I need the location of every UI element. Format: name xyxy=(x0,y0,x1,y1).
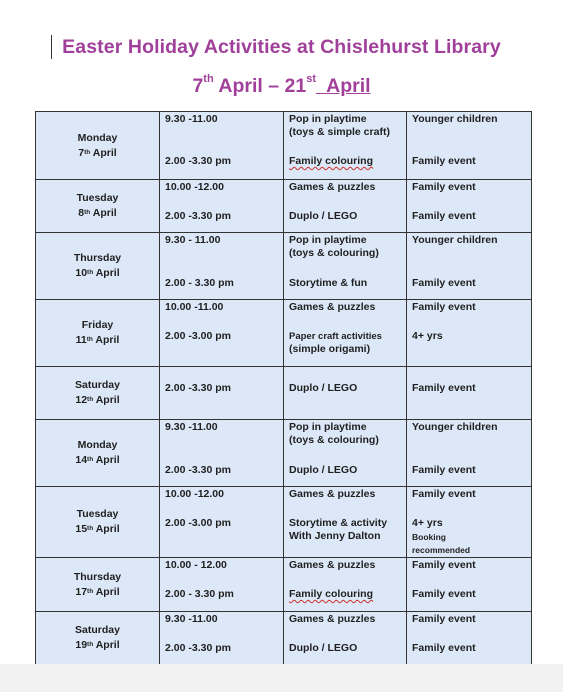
end-suffix: st xyxy=(306,73,316,85)
audience-cell xyxy=(407,180,532,233)
time-slot: 10.00 -12.00 xyxy=(165,488,224,500)
range-dash: – xyxy=(268,75,280,97)
audience-cell xyxy=(407,420,532,487)
day-name: Friday xyxy=(81,319,114,331)
time-cell xyxy=(160,487,284,558)
audience-text: Younger children xyxy=(412,234,498,246)
day-number: 10 xyxy=(75,267,88,279)
activity-text: Paper craft activities xyxy=(289,331,382,342)
activity-text: Pop in playtime xyxy=(289,234,367,246)
time-slot: 10.00 -12.00 xyxy=(165,181,224,193)
table-row xyxy=(36,487,532,558)
activity-text: Family colouring xyxy=(289,155,374,167)
table-row xyxy=(36,367,532,420)
activity-text: Duplo / LEGO xyxy=(289,382,358,394)
day-name: Monday xyxy=(77,439,118,451)
activity-cell xyxy=(284,180,407,233)
time-cell xyxy=(160,558,284,612)
audience-text: Family event xyxy=(412,588,476,600)
time-slot: 2.00 -3.30 pm xyxy=(165,210,231,222)
day-month: April xyxy=(95,334,120,346)
day-cell xyxy=(36,487,160,558)
audience-text: Younger children xyxy=(412,113,498,125)
day-number: 15 xyxy=(75,523,88,535)
audience-cell xyxy=(407,300,532,367)
day-number: 17 xyxy=(75,585,88,598)
audience-text: Family event xyxy=(412,181,476,193)
time-slot: 9.30 -11.00 xyxy=(165,613,218,625)
activity-text: Duplo / LEGO xyxy=(289,210,358,222)
day-month: April xyxy=(95,585,120,598)
time-cell xyxy=(160,180,284,233)
page-title: Easter Holiday Activities at Chislehurst Library xyxy=(62,36,501,58)
activity-cell xyxy=(284,233,407,300)
time-slot: 2.00 - 3.30 pm xyxy=(165,277,234,289)
activity-cell xyxy=(284,420,407,487)
date-range xyxy=(0,75,563,98)
activity-text: Games & puzzles xyxy=(289,301,376,313)
activity-cell xyxy=(284,300,407,367)
activity-text: Storytime & activity xyxy=(289,517,388,529)
day-suffix: th xyxy=(87,641,94,648)
activity-text: Games & puzzles xyxy=(289,613,376,625)
day-suffix: th xyxy=(84,209,91,216)
day-name: Thursday xyxy=(73,570,122,583)
audience-cell xyxy=(407,112,532,180)
day-number: 12 xyxy=(75,394,88,406)
activity-text: Duplo / LEGO xyxy=(289,464,358,476)
day-cell xyxy=(36,420,160,487)
time-cell xyxy=(160,300,284,367)
activity-text: Games & puzzles xyxy=(289,488,376,500)
day-cell xyxy=(36,612,160,665)
day-number: 14 xyxy=(75,454,88,466)
audience-text: Family event xyxy=(412,155,476,167)
time-slot: 10.00 - 12.00 xyxy=(165,559,227,571)
day-suffix: th xyxy=(87,587,94,595)
start-suffix: th xyxy=(203,73,214,85)
time-slot: 2.00 -3.30 pm xyxy=(165,155,231,167)
audience-note: Booking xyxy=(412,532,446,542)
activity-text: (toys & colouring) xyxy=(289,434,379,446)
activity-text: (toys & colouring) xyxy=(289,247,379,259)
table-row xyxy=(36,300,532,367)
time-cell xyxy=(160,612,284,665)
time-cell xyxy=(160,367,284,420)
day-cell xyxy=(36,112,160,180)
day-suffix: th xyxy=(87,396,94,403)
day-cell xyxy=(36,180,160,233)
audience-note: recommended xyxy=(412,545,471,555)
audience-text: Family event xyxy=(412,210,476,222)
activity-text: (simple origami) xyxy=(289,343,371,355)
day-number: 19 xyxy=(75,639,88,651)
day-month: April xyxy=(95,267,120,279)
day-cell xyxy=(36,558,160,612)
activities-table xyxy=(35,111,532,664)
audience-text: Younger children xyxy=(412,421,498,433)
day-cell xyxy=(36,233,160,300)
audience-text: Family event xyxy=(412,464,476,476)
day-suffix: th xyxy=(87,525,94,532)
activity-cell xyxy=(284,558,407,612)
audience-cell xyxy=(407,367,532,420)
table-row xyxy=(36,233,532,300)
activity-text: Games & puzzles xyxy=(289,181,376,193)
time-slot: 10.00 -11.00 xyxy=(165,301,224,313)
audience-text: Family event xyxy=(412,642,476,654)
audience-cell xyxy=(407,558,532,612)
time-cell xyxy=(160,233,284,300)
day-number: 11 xyxy=(75,334,87,346)
day-suffix: th xyxy=(86,336,93,343)
day-name: Tuesday xyxy=(76,508,119,520)
day-suffix: th xyxy=(87,456,94,463)
table-row xyxy=(36,112,532,180)
table-row xyxy=(36,420,532,487)
day-cell xyxy=(36,367,160,420)
activity-text: With Jenny Dalton xyxy=(289,530,381,542)
start-month: April xyxy=(218,75,263,97)
audience-text: Family event xyxy=(412,277,476,289)
audience-text: Family event xyxy=(412,488,476,500)
time-slot: 2.00 -3.30 pm xyxy=(165,642,231,654)
time-slot: 2.00 - 3.30 pm xyxy=(165,588,234,600)
audience-text: 4+ yrs xyxy=(412,517,443,529)
day-name: Monday xyxy=(77,131,118,144)
audience-text: 4+ yrs xyxy=(412,330,443,342)
time-slot: 2.00 -3.00 pm xyxy=(165,517,231,529)
time-slot: 9.30 -11.00 xyxy=(165,421,218,433)
activity-text: (toys & simple craft) xyxy=(289,126,390,138)
activity-text: Games & puzzles xyxy=(289,559,376,571)
day-month: April xyxy=(95,639,120,651)
table-row xyxy=(36,612,532,665)
audience-cell xyxy=(407,487,532,558)
day-name: Tuesday xyxy=(76,192,119,204)
activity-cell xyxy=(284,487,407,558)
day-cell xyxy=(36,300,160,367)
audience-text: Family event xyxy=(412,613,476,625)
time-slot: 9.30 - 11.00 xyxy=(165,234,221,246)
audience-text: Family event xyxy=(412,559,476,571)
audience-cell xyxy=(407,233,532,300)
activity-cell xyxy=(284,367,407,420)
time-cell xyxy=(160,112,284,180)
activity-text: Family colouring xyxy=(289,588,374,600)
activity-cell xyxy=(284,612,407,665)
day-number: 8 xyxy=(78,207,85,219)
day-month: April xyxy=(92,207,117,219)
activity-text: Pop in playtime xyxy=(289,421,367,433)
start-day: 7 xyxy=(192,75,204,97)
time-cell xyxy=(160,420,284,487)
audience-text: Family event xyxy=(412,301,476,313)
activity-text: Pop in playtime xyxy=(289,113,367,125)
day-month: April xyxy=(95,523,120,535)
audience-text: Family event xyxy=(412,382,476,394)
day-month: April xyxy=(92,146,117,159)
end-month: April xyxy=(326,75,371,97)
audience-cell xyxy=(407,612,532,665)
time-slot: 9.30 -11.00 xyxy=(165,113,218,125)
activity-text: Duplo / LEGO xyxy=(289,642,358,654)
end-day: 21 xyxy=(284,75,307,97)
activity-cell xyxy=(284,112,407,180)
time-slot: 2.00 -3.00 pm xyxy=(165,330,231,342)
time-slot: 2.00 -3.30 pm xyxy=(165,464,231,476)
day-month: April xyxy=(95,394,120,406)
time-slot: 2.00 -3.30 pm xyxy=(165,382,231,394)
table-row xyxy=(36,180,532,233)
day-suffix: th xyxy=(87,269,94,276)
day-number: 7 xyxy=(78,146,85,159)
table-row xyxy=(36,558,532,612)
day-name: Saturday xyxy=(75,624,120,636)
day-month: April xyxy=(95,454,120,466)
day-suffix: th xyxy=(84,148,91,156)
activity-text: Storytime & fun xyxy=(289,277,368,289)
day-name: Saturday xyxy=(75,379,120,391)
day-name: Thursday xyxy=(73,252,122,264)
